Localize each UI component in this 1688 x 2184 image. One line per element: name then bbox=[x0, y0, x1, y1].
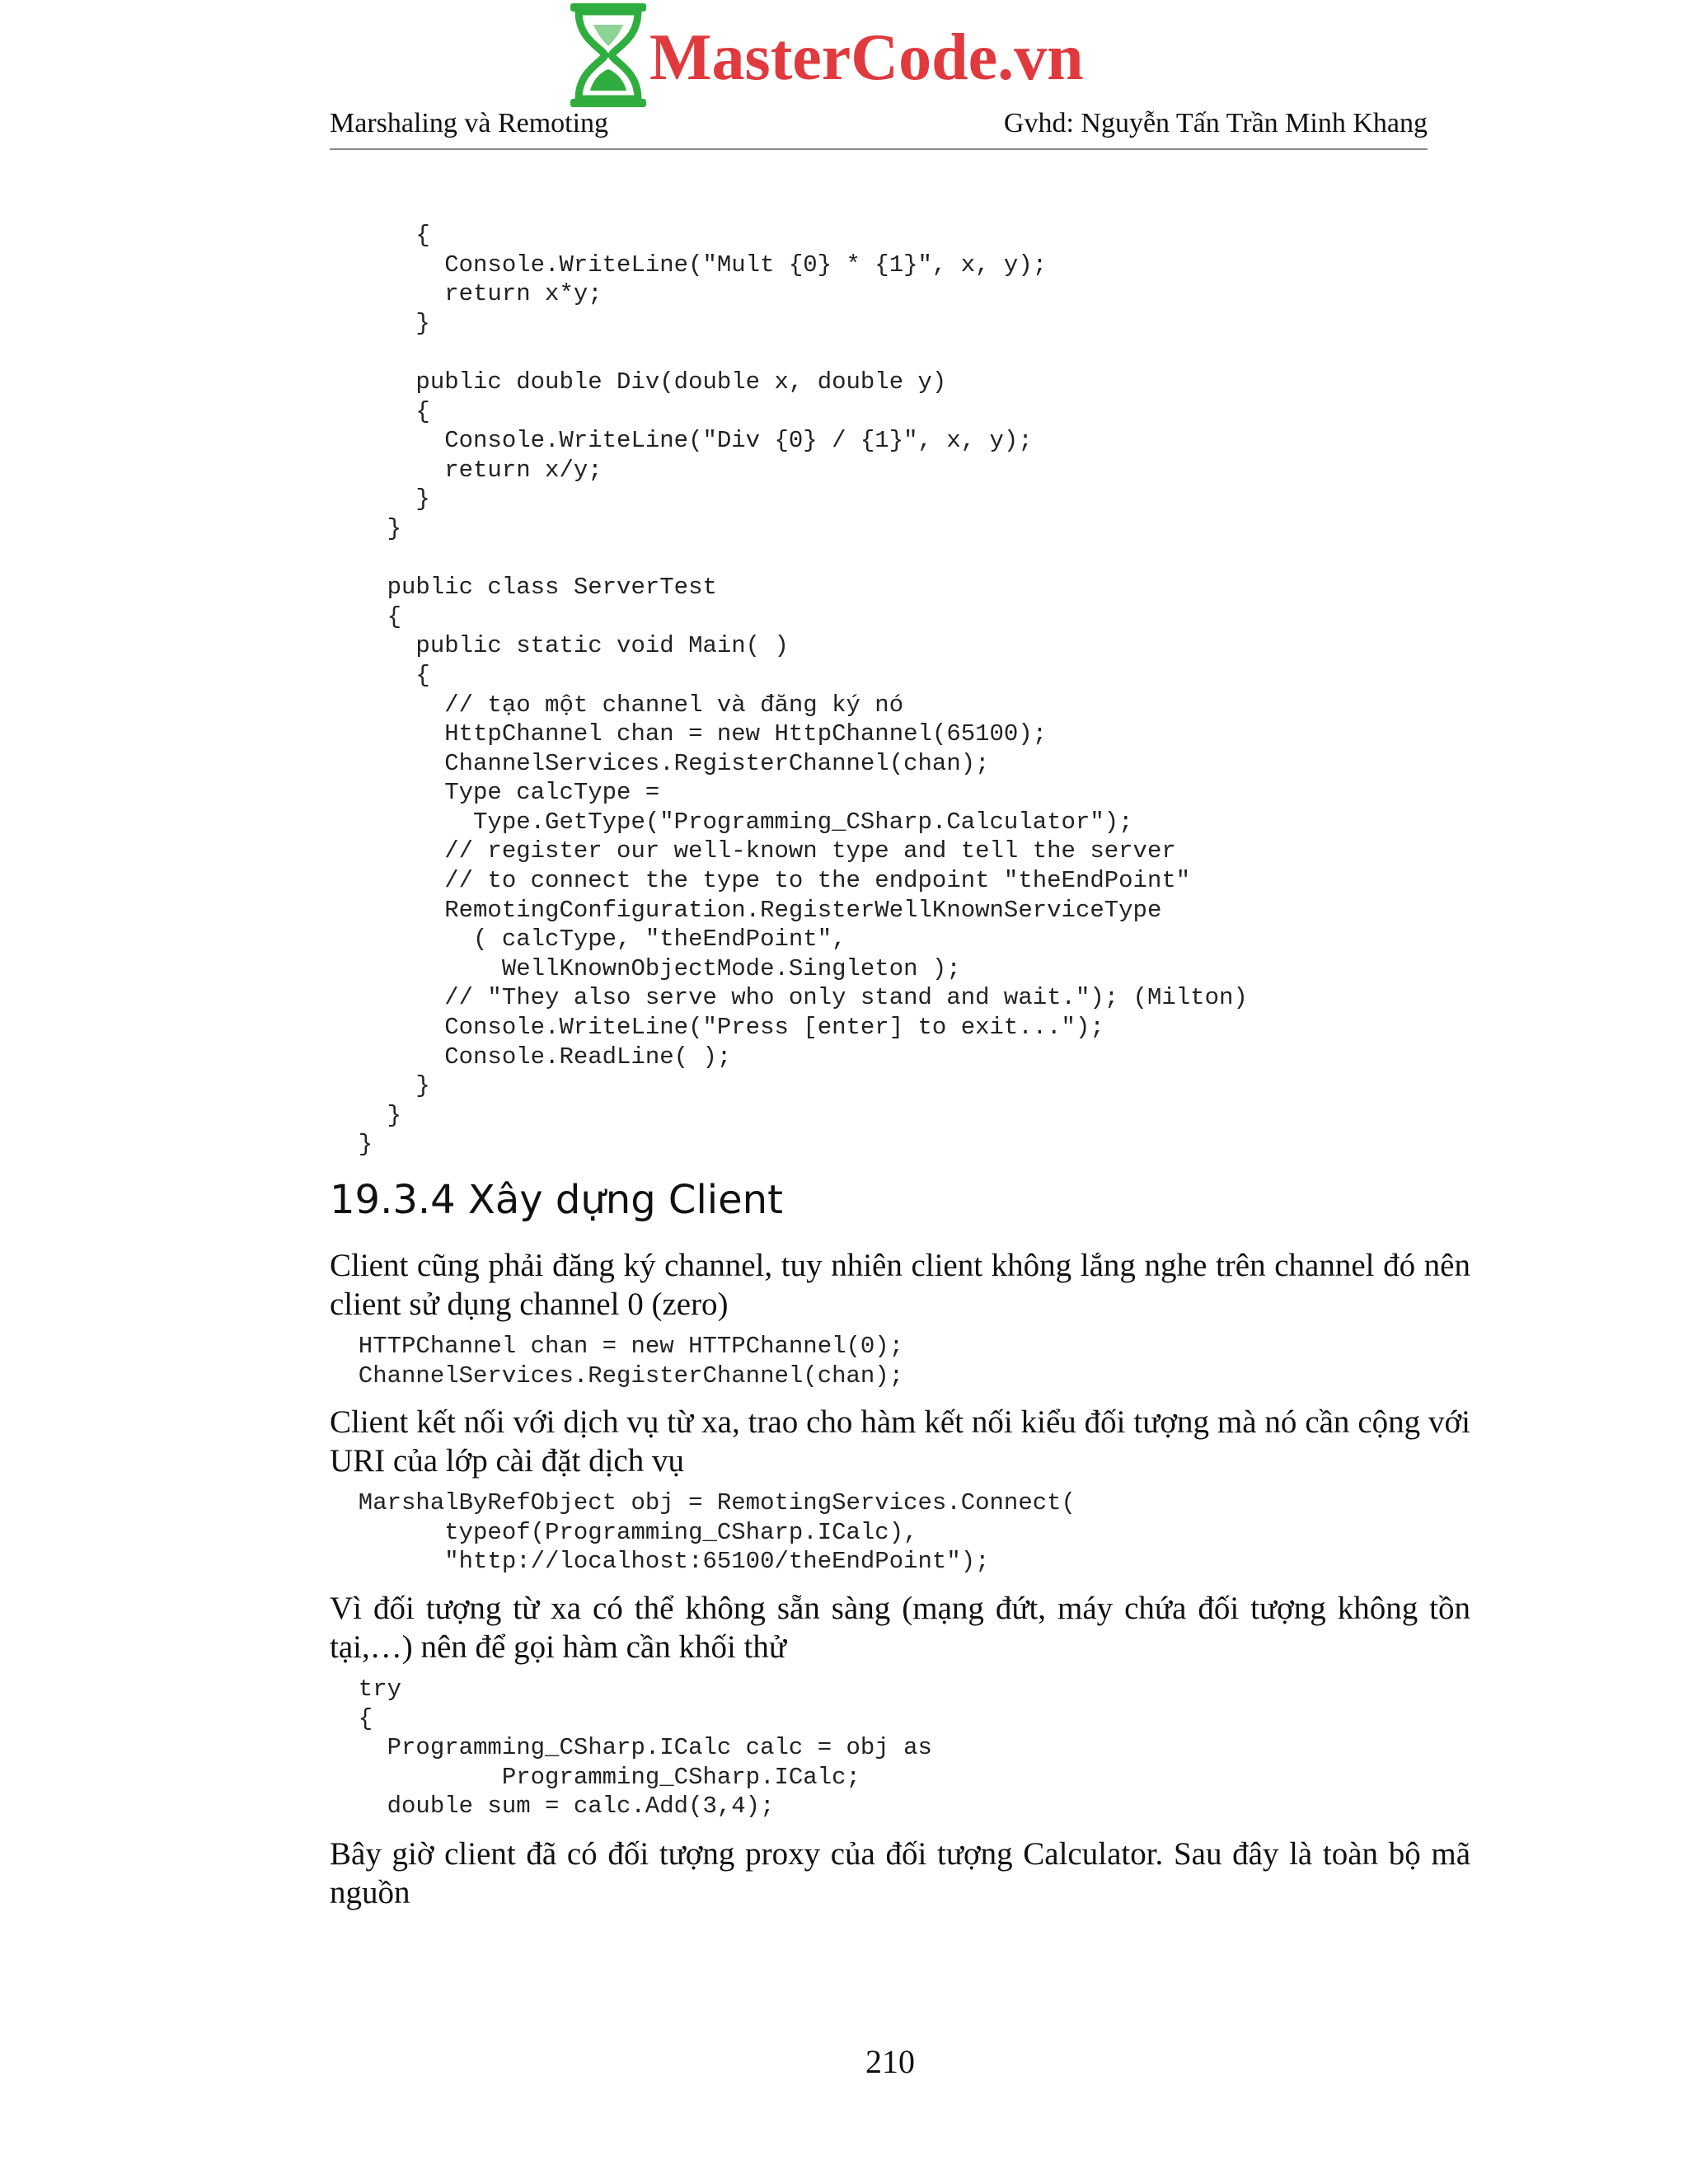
paragraph-connect: Client kết nối với dịch vụ từ xa, trao cho hàm kết nối kiểu đối tượng mà nó cần cộng với URI của lớp cài đặt dịch vụ bbox=[330, 1404, 1470, 1479]
code-line: Type.GetType("Programming_CSharp.Calculator"); bbox=[330, 808, 1133, 836]
code-line: ChannelServices.RegisterChannel(chan); bbox=[330, 749, 990, 777]
code-block-channel bbox=[330, 1332, 903, 1390]
code-line: MarshalByRefObject obj = RemotingServices.Connect( bbox=[330, 1489, 1076, 1516]
code-block-try bbox=[330, 1675, 932, 1821]
paragraph-try-block: Vì đối tượng từ xa có thể không sẵn sàng (mạng đứt, máy chứa đối tượng không tồn tại,…) nên để gọi hàm cần khối thử bbox=[330, 1591, 1470, 1665]
code-line: HTTPChannel chan = new HTTPChannel(0); bbox=[330, 1333, 904, 1360]
code-line: // register our well-known type and tell the server bbox=[330, 837, 1176, 865]
code-line: { bbox=[330, 602, 402, 630]
code-line: } bbox=[330, 309, 430, 337]
code-line: return x/y; bbox=[330, 456, 603, 484]
code-line: { bbox=[330, 397, 430, 425]
code-line: Programming_CSharp.ICalc; bbox=[330, 1763, 860, 1791]
code-line: public static void Main( ) bbox=[330, 632, 789, 660]
code-line: Console.WriteLine("Mult {0} * {1}", x, y); bbox=[330, 251, 1048, 279]
header-instructor: Gvhd: Nguyễn Tấn Trần Minh Khang bbox=[1003, 108, 1428, 138]
code-line bbox=[330, 338, 1248, 368]
code-line: return x*y; bbox=[330, 280, 603, 308]
code-line: { bbox=[330, 1704, 373, 1732]
code-line: } bbox=[330, 514, 402, 542]
code-line: ChannelServices.RegisterChannel(chan); bbox=[330, 1361, 904, 1390]
code-line bbox=[330, 544, 1248, 574]
code-line: Programming_CSharp.ICalc calc = obj as bbox=[330, 1734, 932, 1762]
code-line: RemotingConfiguration.RegisterWellKnownServiceType bbox=[330, 896, 1162, 924]
code-line: public class ServerTest bbox=[330, 574, 717, 602]
code-line: // tạo một channel và đăng ký nó bbox=[330, 691, 904, 719]
code-line: ( calcType, "theEndPoint", bbox=[330, 926, 846, 954]
code-line: } bbox=[330, 1131, 373, 1159]
code-line: typeof(Programming_CSharp.ICalc), bbox=[330, 1518, 918, 1546]
code-line: Console.ReadLine( ); bbox=[330, 1043, 732, 1071]
code-line: // to connect the type to the endpoint "theEndPoint" bbox=[330, 867, 1191, 895]
code-block-server bbox=[330, 221, 1248, 1160]
code-line: try bbox=[330, 1675, 402, 1703]
code-line: // "They also serve who only stand and wait."); (Milton) bbox=[330, 984, 1248, 1012]
code-block-connect bbox=[330, 1488, 1076, 1577]
code-line: WellKnownObjectMode.Singleton ); bbox=[330, 954, 961, 982]
section-heading: 19.3.4 Xây dựng Client bbox=[330, 1177, 783, 1223]
code-line: "http://localhost:65100/theEndPoint"); bbox=[330, 1548, 990, 1576]
code-line: } bbox=[330, 1072, 430, 1100]
site-logo bbox=[565, 0, 1126, 112]
code-line: { bbox=[330, 661, 430, 689]
code-line: HttpChannel chan = new HttpChannel(65100); bbox=[330, 720, 1048, 748]
code-line: double sum = calc.Add(3,4); bbox=[330, 1793, 775, 1821]
code-line: } bbox=[330, 1101, 402, 1129]
code-line: Console.WriteLine("Press [enter] to exit..."); bbox=[330, 1014, 1104, 1042]
header-chapter-title: Marshaling và Remoting bbox=[330, 108, 609, 138]
code-line: { bbox=[330, 222, 430, 249]
page-number: 210 bbox=[865, 2043, 915, 2080]
code-line: } bbox=[330, 485, 430, 513]
paragraph-proxy: Bây giờ client đã có đối tượng proxy của đối tượng Calculator. Sau đây là toàn bộ mã nguồn bbox=[330, 1836, 1470, 1910]
code-line: Console.WriteLine("Div {0} / {1}", x, y); bbox=[330, 427, 1033, 455]
code-line: public double Div(double x, double y) bbox=[330, 368, 947, 396]
code-line: Type calcType = bbox=[330, 779, 660, 807]
logo-brand-text: MasterCode.vn bbox=[649, 21, 1084, 94]
paragraph-register-channel: Client cũng phải đăng ký channel, tuy nhiên client không lắng nghe trên channel đó nên client sử dụng channel 0 (zero) bbox=[330, 1248, 1470, 1322]
hourglass-icon bbox=[565, 0, 651, 110]
page-header bbox=[330, 105, 1428, 150]
